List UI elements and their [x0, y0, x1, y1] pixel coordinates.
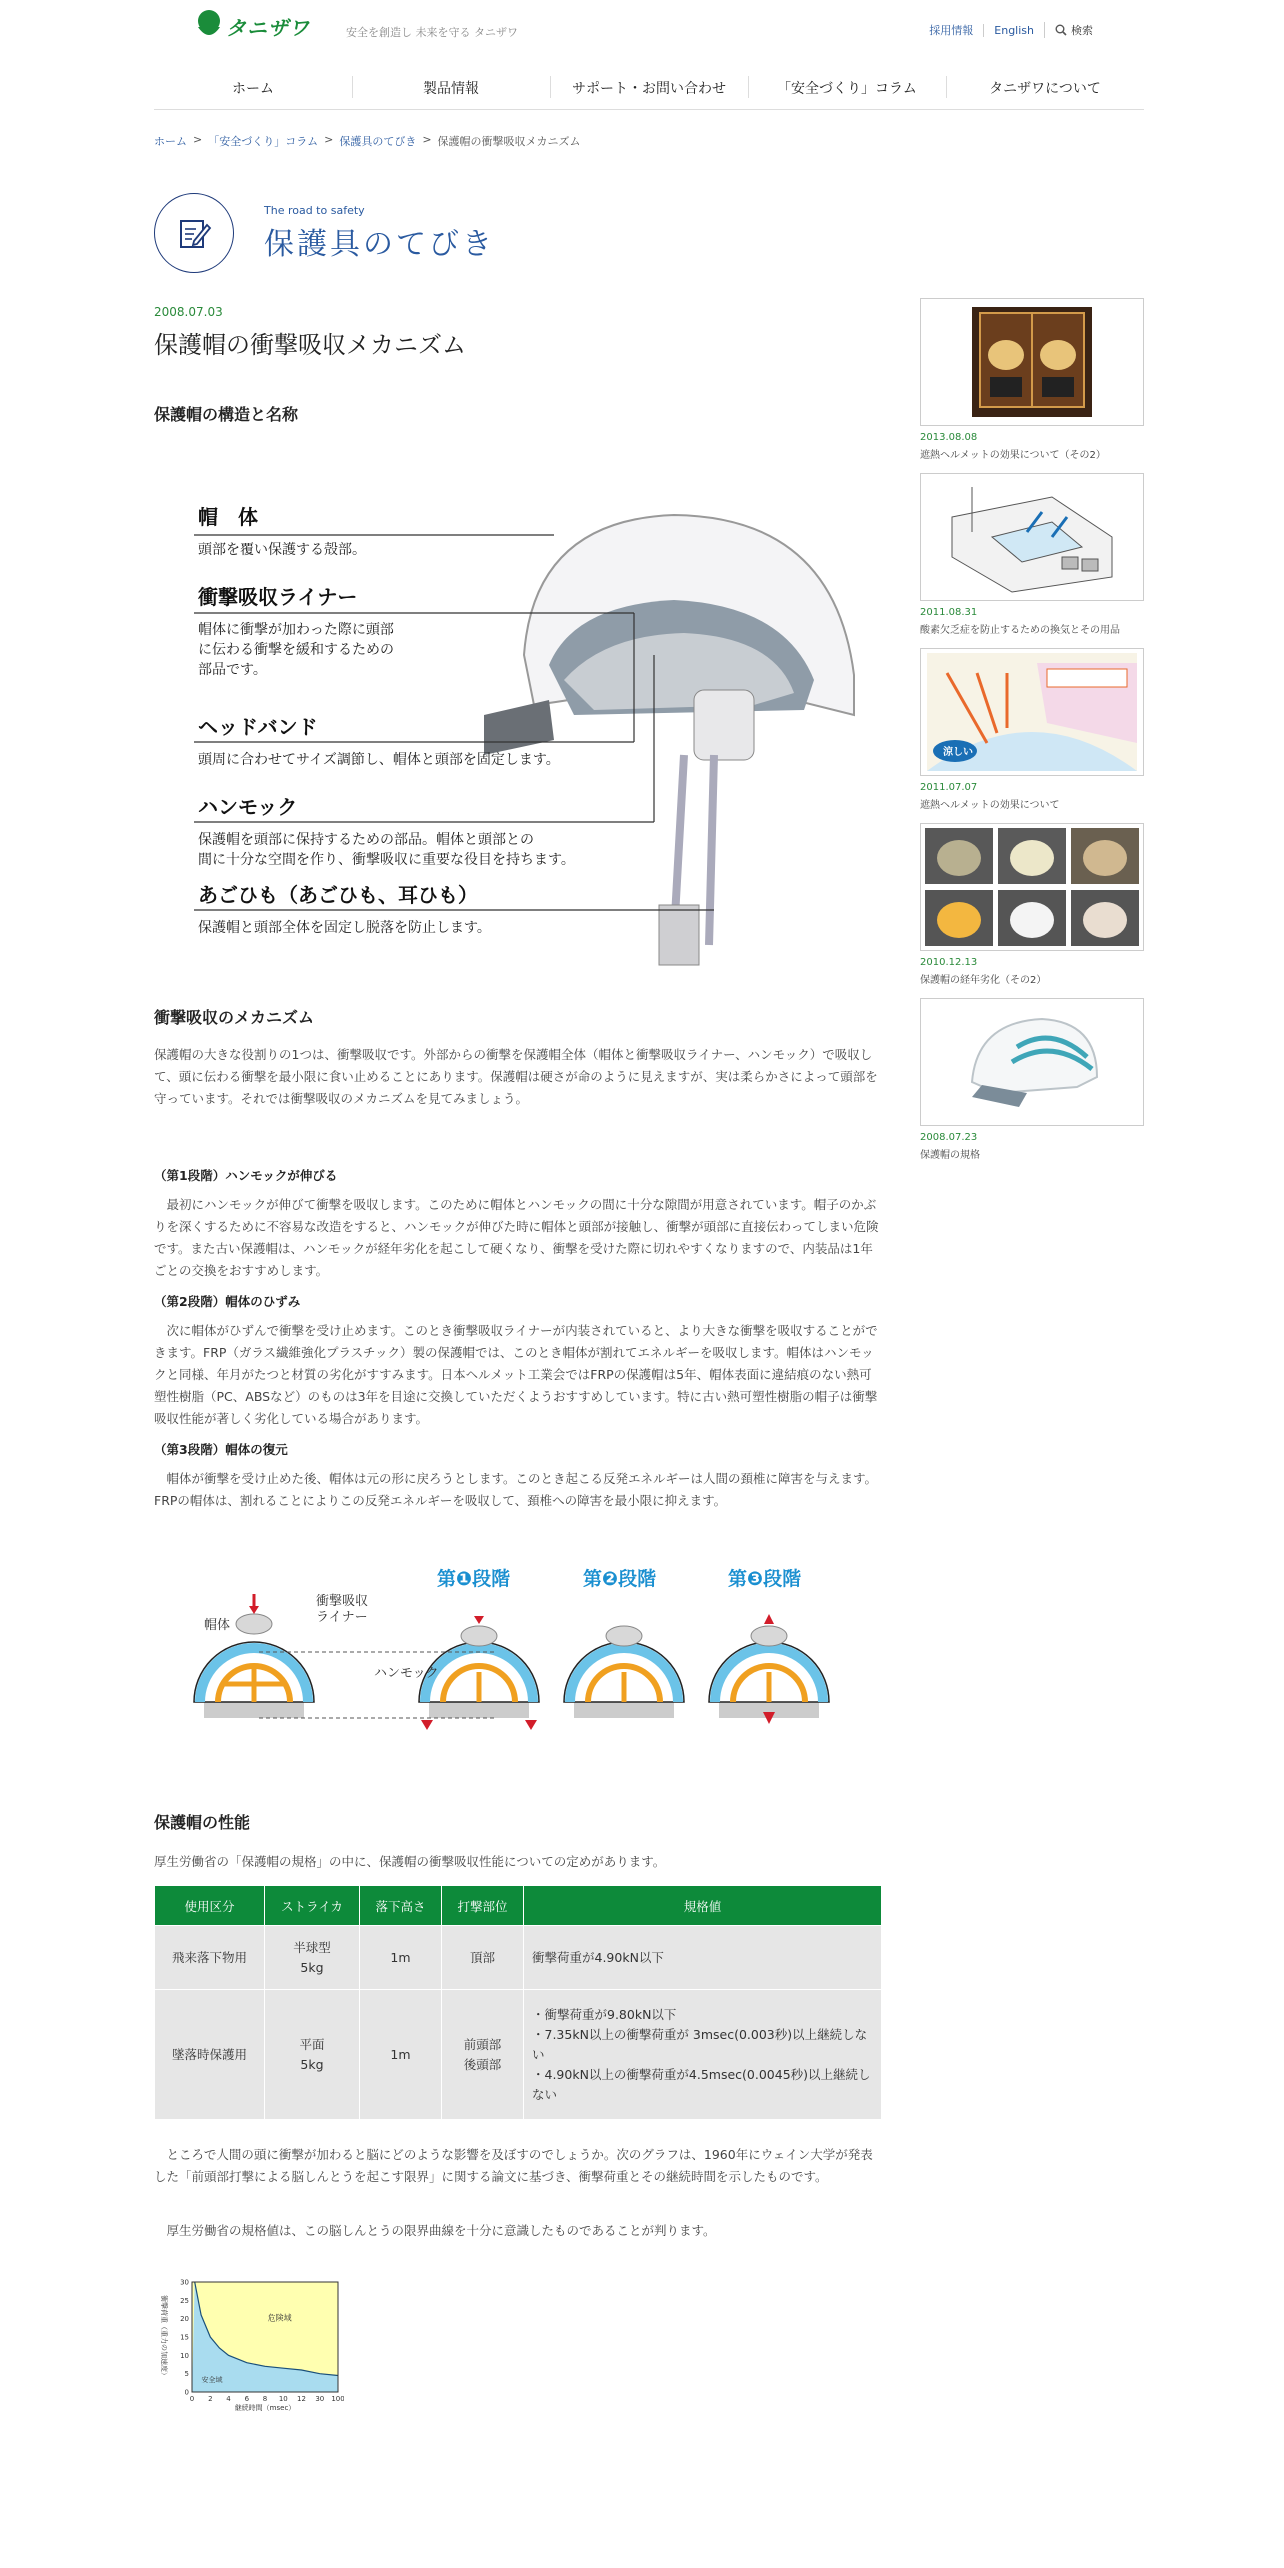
part-shell — [198, 501, 366, 560]
x-tick-label: 10 — [278, 2395, 288, 2403]
breadcrumb-column[interactable]: 「安全づくり」コラム — [208, 135, 319, 148]
y-tick-label: 25 — [180, 2296, 189, 2305]
table-cell: 墜落時保護用 — [155, 1990, 265, 2120]
diagram-label-liner: 衝撃吸収 ライナー — [316, 1594, 369, 1625]
spec-table-header — [155, 1886, 882, 1926]
table-cell: 1m — [360, 1990, 442, 2120]
gnav-column[interactable]: 「安全づくり」コラム — [748, 66, 946, 109]
section-subtitle: The road to safety — [264, 203, 365, 217]
sidebar — [920, 298, 1144, 1173]
step2-text: 次に帽体がひずんで衝撃を受け止めます。このとき衝撃吸収ライナーが内装されていると、より大きな衝撃を吸収することができます。FRP（ガラス繊維強化プラスチック）製の保護帽では、このとき帽体が割れてエネルギーを吸収します。帽体はハンモックと同様、年月がたつと材質の劣化がすすみます。日本ヘルメット工業会ではFRPの保護帽は5年、帽体表面に違結痕のない熱可塑性樹脂（PC、ABSなど）のものは3年を目途に交換していただくようおすすめしています。特に古い熱可塑性樹脂の帽子は衝撃吸収性能が著しく劣化している場合があります。 — [154, 1323, 878, 1426]
stage2-label: 第❷段階 — [583, 1568, 657, 1590]
part-name: あごひも（あごひも、耳ひも） — [198, 883, 478, 907]
table-cell: 頂部 — [442, 1926, 524, 1990]
util-link-recruit[interactable]: 採用情報 — [929, 24, 974, 37]
mechanism-intro: 保護帽の大きな役割りの1つは、衝撃吸収です。外部からの衝撃を保護帽全体（帽体と衝撃吸収ライナー、ハンモック）で吸収して、頭に伝わる衝撃を最小限に食い止めることにあります。保護帽は硬さが命のように見えますが、実は柔らかさによって頭部を守っています。それでは衝撃吸収のメカニズムを見てみましょう。 — [154, 1047, 878, 1106]
tagline: 安全を創造し 未来を守る タニザワ — [346, 26, 518, 39]
related-article-card[interactable] — [920, 298, 1144, 461]
related-article-card[interactable] — [920, 473, 1144, 636]
gnav-home[interactable]: ホーム — [232, 80, 274, 97]
section-title: 保護具のてびき — [264, 226, 495, 262]
step1-text: 最初にハンモックが伸びて衝撃を吸収します。このために帽体とハンモックの間に十分な隙間が用意されています。帽子のかぶりを深くするために不容易な改造をすると、ハンモックが伸びた時に帽体と頭部が接触し、衝撃が頭部に直接伝わってしまい危険です。また古い保護帽は、ハンモックが経年劣化を起こして硬くなり、衝撃を受けた際に切れやすくなりますので、内装品は1年ごとの交換をおすすめします。 — [154, 1197, 879, 1278]
stage3-label: 第❸段階 — [728, 1568, 802, 1590]
x-tick-label: 6 — [244, 2395, 250, 2403]
table-cell: 飛来落下物用 — [155, 1926, 265, 1990]
card-title[interactable]: 酸素欠乏症を防止するための換気とその用品 — [920, 625, 1120, 636]
breadcrumb-separator: > — [422, 133, 432, 146]
y-tick-label: 0 — [184, 2388, 189, 2397]
th-spec: 規格値 — [524, 1886, 882, 1926]
diagram-label-shell: 帽体 — [204, 1618, 231, 1633]
gnav-about[interactable]: タニザワについて — [946, 66, 1144, 109]
x-axis-label: 継続時間（msec） — [234, 2404, 296, 2412]
step1-title: （第1段階）ハンモックが伸びる — [154, 1168, 338, 1183]
table-cell: 平面 5kg — [265, 1990, 360, 2120]
performance-intro: 厚生労働省の「保護帽の規格」の中に、保護帽の衝撃吸収性能についての定めがあります。 — [154, 1854, 666, 1869]
card-date: 2011.07.07 — [920, 782, 978, 793]
step3-text: 帽体が衝撃を受け止めた後、帽体は元の形に戻ろうとします。このとき起こる反発エネルギーは人間の頚椎に障害を与えます。FRPの帽体は、割れることによりこの反発エネルギーを吸収して、頚椎への障害を最小限に抑えます。 — [154, 1471, 878, 1508]
site-logo[interactable] — [194, 8, 310, 44]
danger-region-label: 危険域 — [267, 2313, 292, 2323]
part-name: ハンモック — [198, 795, 298, 819]
part-name: 帽 体 — [198, 505, 258, 529]
card-title[interactable]: 保護帽の規格 — [920, 1150, 980, 1161]
part-desc: 頭部を覆い保護する殻部。 — [198, 542, 366, 558]
y-tick-label: 10 — [180, 2351, 189, 2360]
y-axis-label: 衝撃荷重（重力の加速度） — [160, 2295, 168, 2379]
aged-helmets-grid — [920, 823, 1144, 951]
part-liner — [198, 581, 394, 680]
diagram-label-hammock: ハンモック — [374, 1666, 439, 1681]
card-date: 2013.08.08 — [920, 432, 978, 443]
x-tick-label: 0 — [189, 2395, 195, 2403]
heat-shield-illustration — [920, 648, 1144, 776]
part-hammock — [198, 791, 575, 870]
related-article-card[interactable] — [920, 648, 1144, 811]
th-height: 落下高さ — [360, 1886, 442, 1926]
notepad-pencil-icon — [154, 193, 234, 273]
search-icon — [1055, 24, 1067, 36]
helmet-structure-figure — [154, 455, 882, 985]
card-title[interactable]: 遮熱ヘルメットの効果について — [920, 800, 1060, 811]
part-name: 衝撃吸収ライナー — [198, 585, 358, 609]
heading-performance: 保護帽の性能 — [154, 1813, 251, 1832]
safe-region-label: 安全域 — [201, 2376, 223, 2384]
cool-badge: 涼しい — [943, 746, 973, 758]
step3-title: （第3段階）帽体の復元 — [154, 1442, 288, 1457]
article — [154, 305, 882, 2416]
concussion-chart — [154, 2276, 344, 2416]
th-striker: ストライカ — [265, 1886, 360, 1926]
x-tick-label: 8 — [262, 2395, 268, 2403]
logo-text: タニザワ — [226, 15, 310, 40]
th-part: 打撃部位 — [442, 1886, 524, 1926]
heading-structure: 保護帽の構造と名称 — [154, 405, 299, 424]
x-tick-label: 2 — [208, 2395, 213, 2403]
graph-intro: ところで人間の頭に衝撃が加わると脳にどのような影響を及ぼすのでしょうか。次のグラフは、1960年にウェイン大学が発表した「前頭部打撃による脳しんとうを起こす限界」に関する論文に基づき、衝撃荷重とその継続時間を示したものです。 — [154, 2147, 873, 2184]
x-tick-label: 12 — [297, 2395, 306, 2403]
table-cell: ・衝撃荷重が9.80kN以下 ・7.35kN以上の衝撃荷重が 3msec(0.003秒)以上継続しない ・4.90kN以上の衝撃荷重が4.5msec(0.0045秒)以上継続しない — [524, 1990, 882, 2120]
impact-stage-diagram — [154, 1568, 882, 1752]
breadcrumb-home[interactable]: ホーム — [154, 135, 187, 148]
y-tick-label: 15 — [180, 2333, 189, 2342]
breadcrumb-separator: > — [324, 133, 334, 146]
part-desc: 保護帽と頭部全体を固定し脱落を防止します。 — [198, 920, 491, 936]
part-headband — [198, 711, 560, 770]
step2-title: （第2段階）帽体のひずみ — [154, 1294, 301, 1309]
article-date: 2008.07.03 — [154, 305, 223, 319]
x-tick-label: 100 — [331, 2395, 344, 2403]
breadcrumb-separator: > — [193, 133, 203, 146]
card-date: 2011.08.31 — [920, 607, 978, 618]
breadcrumb — [154, 133, 581, 149]
table-row — [155, 1990, 882, 2120]
part-desc: 保護帽を頭部に保持するための部品。帽体と頭部との 間に十分な空間を作り、衝撃吸収に重要な役目を持ちます。 — [198, 832, 575, 868]
util-link-english[interactable]: English — [983, 24, 1044, 37]
y-tick-label: 20 — [180, 2315, 189, 2324]
article-title: 保護帽の衝撃吸収メカニズム — [154, 331, 466, 359]
related-article-card[interactable] — [920, 823, 1144, 986]
table-cell: 衝撃荷重が4.90kN以下 — [524, 1926, 882, 1990]
global-nav — [154, 66, 1144, 110]
card-title[interactable]: 保護帽の経年劣化（その2） — [920, 975, 1047, 986]
graph-conclusion: 厚生労働省の規格値は、この脳しんとうの限界曲線を十分に意識したものであることが判ります。 — [154, 2223, 716, 2238]
search-button[interactable] — [1044, 22, 1093, 38]
white-helmet-photo — [920, 998, 1144, 1126]
breadcrumb-guide[interactable]: 保護具のてびき — [339, 135, 417, 148]
y-tick-label: 30 — [180, 2278, 189, 2287]
card-date: 2010.12.13 — [920, 957, 978, 968]
th-usage: 使用区分 — [155, 1886, 265, 1926]
card-date: 2008.07.23 — [920, 1132, 978, 1143]
x-tick-label: 4 — [226, 2395, 231, 2403]
search-label: 検索 — [1071, 24, 1093, 37]
spec-table — [154, 1885, 882, 2120]
table-row — [155, 1926, 882, 1990]
gnav-products[interactable]: 製品情報 — [352, 66, 550, 109]
part-desc: 頭周に合わせてサイズ調節し、帽体と頭部を固定します。 — [198, 752, 560, 768]
related-article-card[interactable] — [920, 998, 1144, 1161]
stage1-label: 第❶段階 — [437, 1568, 511, 1590]
helmet-display-photo — [920, 298, 1144, 426]
logo-mark-icon — [194, 9, 224, 43]
site-header — [0, 0, 1284, 60]
part-chinstrap — [198, 879, 491, 938]
utility-nav — [919, 22, 1093, 38]
table-cell: 1m — [360, 1926, 442, 1990]
x-tick-label: 30 — [315, 2395, 325, 2403]
concussion-chart-svg — [154, 2276, 344, 2416]
part-name: ヘッドバンド — [198, 715, 318, 739]
gnav-support[interactable]: サポート・お問い合わせ — [550, 66, 748, 109]
stage-diagram-illustration — [154, 1572, 882, 1752]
table-cell: 前頭部 後頭部 — [442, 1990, 524, 2120]
ventilation-illustration — [920, 473, 1144, 601]
heading-mechanism: 衝撃吸収のメカニズム — [154, 1008, 315, 1027]
y-tick-label: 5 — [184, 2370, 189, 2379]
section-heading — [154, 193, 495, 273]
card-title[interactable]: 遮熱ヘルメットの効果について（その2） — [920, 450, 1106, 461]
table-cell: 半球型 5kg — [265, 1926, 360, 1990]
breadcrumb-current: 保護帽の衝撃吸収メカニズム — [437, 135, 581, 148]
part-desc: 帽体に衝撃が加わった際に頭部 に伝わる衝撃を緩和するための 部品です。 — [198, 622, 394, 678]
